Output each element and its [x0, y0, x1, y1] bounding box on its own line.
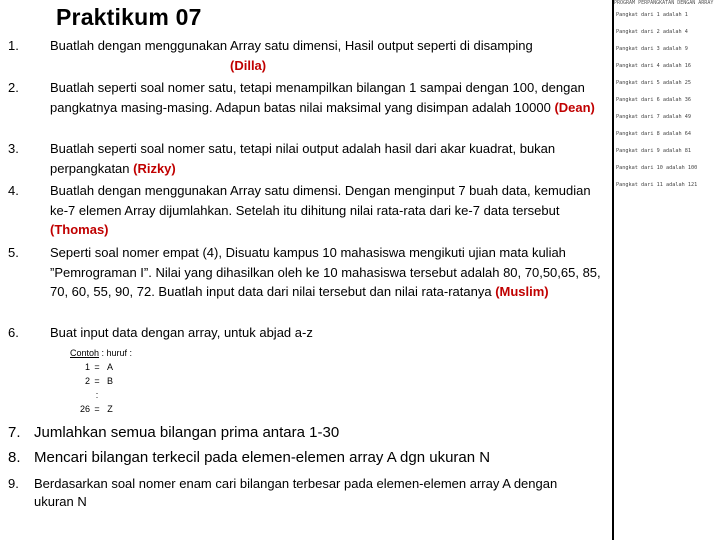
output-line: Pangkat dari 10 adalah 100 [616, 165, 698, 171]
example-number: 1 [84, 362, 90, 372]
exercise-text-part: Buatlah dengan menggunakan Array satu dimensi, Hasil output seperti di disamping [50, 38, 533, 53]
output-line: Pangkat dari 9 adalah 81 [616, 148, 691, 154]
example-number [70, 388, 90, 402]
example-row [70, 360, 270, 374]
exercise-text: Jumlahkan semua bilangan prima antara 1-30 [34, 424, 340, 441]
exercise-text [50, 78, 606, 117]
exercise-text-part: Buatlah dengan menggunakan Array satu dimensi. Dengan menginput 7 buah data, kemudian ke-7 elemen Array dijumlahkan. Setelah itu dihitung nilai rata-rata dari ke-7 data tersebut [50, 183, 591, 218]
exercise-text-part: Buatlah seperti soal nomer satu, tetapi nilai output adalah hasil dari akar kuadrat, bukan perpangkatan [50, 141, 556, 176]
exercise-text [50, 181, 606, 240]
exercise-number: 4. [8, 183, 19, 198]
exercise-text: Mencari bilangan terkecil pada elemen-elemen array A dgn ukuran N [34, 449, 491, 466]
example-header [70, 346, 270, 360]
example-letter: Z [107, 404, 113, 414]
exercise-text: Berdasarkan soal nomer enam cari bilangan terbesar pada elemen-elemen array A dengan ukuran N [34, 476, 558, 509]
output-line: Pangkat dari 5 adalah 25 [616, 80, 691, 86]
exercise-text [50, 139, 606, 178]
example-separator: = [94, 404, 100, 414]
output-line: Pangkat dari 11 adalah 121 [616, 182, 698, 188]
exercise-text [50, 243, 606, 302]
exercise-text-part: Buat input data dengan array, untuk abjad a-z [50, 325, 313, 340]
exercise-text-part: Seperti soal nomer empat (4), Disuatu kampus 10 mahasiswa mengikuti ujian mata kuliah ”Pemrograman I”. Nilai yang dihasilkan oleh ke 10 mahasiswa tersebut adalah 80, 70,50,65, 85, 70, 60, 55, 90, 72. Buatlah input data dari nilai tersebut dan nilai rata-ratanya [50, 245, 601, 299]
output-header: PROGRAM PERPANGKATAN DENGAN ARRAY [614, 0, 714, 6]
example-separator: : [95, 390, 99, 400]
example-rows [70, 360, 270, 416]
example-separator: = [94, 376, 100, 386]
output-screenshot [614, 0, 720, 540]
exercise-number: 7. [8, 424, 21, 441]
exercise-number: 3. [8, 141, 19, 156]
example-separator: = [94, 362, 100, 372]
assignee-name: (Rizky) [133, 160, 176, 176]
assignee-name: (Dean) [554, 99, 595, 115]
example-number: 26 [79, 404, 90, 414]
example-number: 2 [84, 376, 90, 386]
example-label: Contoh [70, 348, 100, 358]
example-row [70, 374, 270, 388]
exercise-number: 6. [8, 325, 19, 340]
exercise-text [50, 323, 606, 343]
example-row [70, 402, 270, 416]
exercise-number: 2. [8, 80, 19, 95]
exercise-text-part: Buatlah seperti soal nomer satu, tetapi menampilkan bilangan 1 sampai dengan 100, dengan pangkatnya masing-masing. Adapun batas nilai maksimal yang disimpan adalah 10000 [50, 80, 585, 115]
output-line: Pangkat dari 3 adalah 9 [616, 46, 688, 52]
example-row [70, 388, 270, 402]
assignee-name: (Muslim) [495, 284, 549, 299]
output-line: Pangkat dari 6 adalah 36 [616, 97, 691, 103]
output-line: Pangkat dari 2 adalah 4 [616, 29, 688, 35]
exercise-number: 9. [8, 476, 19, 491]
example-suffix: : huruf : [99, 348, 133, 358]
example-letter: A [106, 362, 113, 372]
page-title: Praktikum 07 [56, 4, 202, 30]
example-letter [104, 388, 116, 402]
output-line: Pangkat dari 8 adalah 64 [616, 131, 691, 137]
example-block [70, 346, 270, 416]
example-letter: B [106, 376, 113, 386]
output-line: Pangkat dari 1 adalah 1 [616, 12, 688, 18]
output-line: Pangkat dari 7 adalah 49 [616, 114, 691, 120]
output-line: Pangkat dari 4 adalah 16 [616, 63, 691, 69]
exercise-number: 8. [8, 449, 21, 466]
assignee-name: (Dilla) [230, 57, 267, 73]
exercise-number: 1. [8, 38, 19, 53]
exercise-number: 5. [8, 245, 19, 260]
exercise-text [50, 36, 606, 75]
assignee-name: (Thomas) [50, 222, 109, 237]
